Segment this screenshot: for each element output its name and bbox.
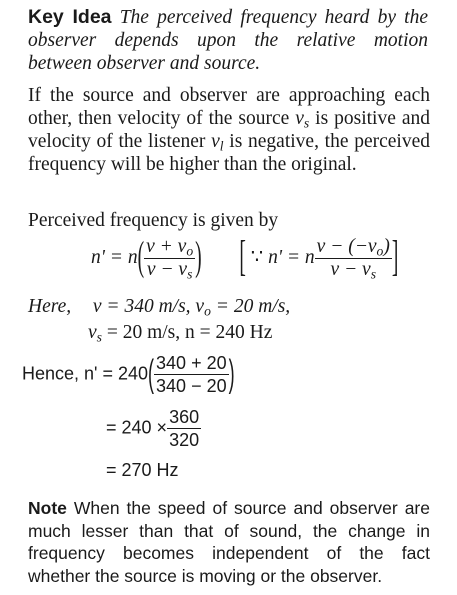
listener-velocity-symbol: $v_l$ [211, 131, 224, 154]
calculation-result: = 270 Hz [106, 460, 179, 480]
note-label: Note [28, 498, 67, 518]
intro-paragraph [28, 84, 430, 176]
calculation-step-2: = 240 × $\frac{360}{320}$ [106, 407, 200, 450]
here-label: Here, [28, 296, 72, 317]
given-values-line-2: $v_s = 20$ m/s, n = 240 Hz [88, 322, 273, 345]
calculation-step-1: Hence, n' = 240( $\frac{340 + 20}{340 - 20}$ ) [22, 352, 235, 396]
note-text: When the speed of source and observer are much lesser than that of sound, the change in frequency becomes independent of the fact whether the source is moving or the observer. [28, 498, 430, 586]
key-idea-text: The perceived frequency heard by the observer depends upon the relative motion between observer and source. [28, 7, 428, 74]
note-paragraph [28, 497, 430, 587]
key-idea-label: Key Idea [28, 6, 112, 28]
doppler-formula: n' = n( $\frac{v + v_o}{v - v_s}$ ) [ ∵ n' = n $\frac{v - (-v_o)}{v - v_s}$ ] [91, 234, 399, 282]
calc-fraction-1: $\frac{340 + 20}{340 - 20}$ [156, 353, 227, 396]
given-values-line-1: Here, v = 340 m/s, $v_o = 20$ m/s, [28, 296, 291, 319]
hence-label: Hence, n' = 240 [22, 363, 149, 384]
formula-lhs: n' = n [91, 246, 138, 268]
intro-text-1: If the source and observer are approaching each other, then velocity of the source [28, 85, 430, 129]
intro-text-2: is positive and velocity of the listener [28, 108, 430, 152]
perceived-frequency-line: Perceived frequency is given by [28, 210, 279, 231]
formula-rhs-fraction: $\frac{v - (-v_o)}{v - v_s}$ [316, 236, 390, 282]
calc-fraction-2: $\frac{360}{320}$ [169, 407, 200, 450]
formula-rhs-lhs: n' = n [268, 246, 315, 268]
because-symbol: ∵ [250, 246, 264, 268]
key-idea-paragraph [28, 6, 428, 75]
intro-text-3: is negative, the perceived frequency will be higher than the original. [28, 131, 430, 175]
source-velocity-symbol: $v_s$ [295, 108, 310, 131]
formula-fraction: $\frac{v + v_o}{v - v_s}$ [146, 236, 194, 282]
